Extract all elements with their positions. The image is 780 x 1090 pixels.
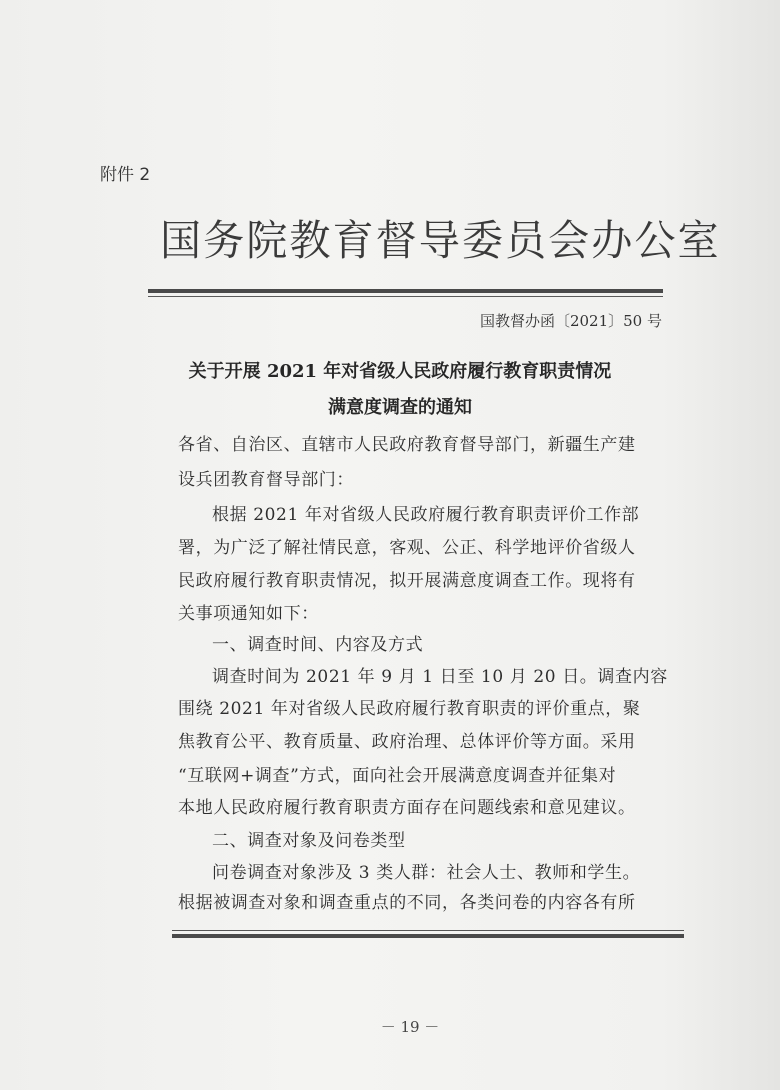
- footer-rule-thin: [172, 930, 684, 931]
- attachment-label: 附件 2: [100, 165, 151, 185]
- body-line: 调查时间为 2021 年 9 月 1 日至 10 月 20 日。调查内容: [212, 667, 668, 687]
- issuing-organization-title: 国务院教育督导委员会办公室: [160, 216, 721, 265]
- body-line: 问卷调查对象涉及 3 类人群：社会人士、教师和学生。: [212, 863, 641, 883]
- body-line: 围绕 2021 年对省级人民政府履行教育职责的评价重点，聚: [178, 699, 641, 719]
- notice-title-line-2: 满意度调查的通知: [328, 397, 472, 418]
- body-line: “互联网+调查”方式，面向社会开展满意度调查并征集对: [178, 766, 617, 786]
- body-line-addressee-2: 设兵团教育督导部门：: [178, 470, 354, 490]
- body-line: 署，为广泛了解社情民意，客观、公正、科学地评价省级人: [178, 538, 636, 558]
- document-number: 国教督办函〔2021〕50 号: [479, 312, 662, 330]
- section-heading-2: 二、调查对象及问卷类型: [212, 831, 406, 851]
- body-line: 本地人民政府履行教育职责方面存在问题线索和意见建议。: [178, 798, 636, 818]
- page-number: － 19 －: [380, 1018, 440, 1036]
- header-rule-thick: [148, 289, 663, 293]
- body-line: 焦教育公平、教育质量、政府治理、总体评价等方面。采用: [178, 732, 636, 752]
- section-heading-1: 一、调查时间、内容及方式: [212, 635, 424, 655]
- body-line: 民政府履行教育职责情况，拟开展满意度调查工作。现将有: [178, 571, 636, 591]
- notice-title-line-1: 关于开展 2021 年对省级人民政府履行教育职责情况: [188, 361, 612, 382]
- body-line: 关事项通知如下：: [178, 604, 319, 624]
- body-line: 根据 2021 年对省级人民政府履行教育职责评价工作部: [212, 505, 640, 525]
- body-line-addressee-1: 各省、自治区、直辖市人民政府教育督导部门，新疆生产建: [178, 435, 636, 455]
- footer-rule-thick: [172, 934, 684, 938]
- body-line: 根据被调查对象和调查重点的不同，各类问卷的内容各有所: [178, 893, 636, 913]
- header-rule-thin: [148, 296, 663, 297]
